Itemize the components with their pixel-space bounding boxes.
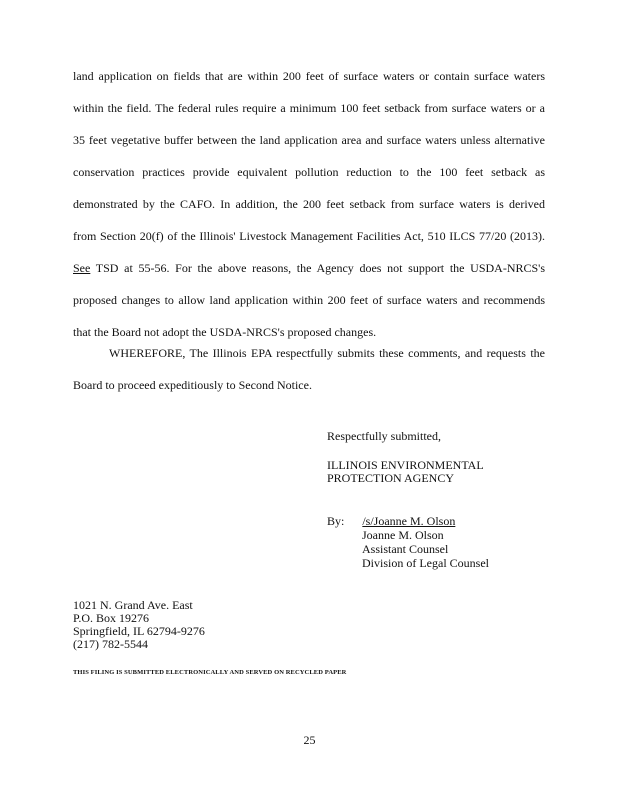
electronic-signature: /s/Joanne M. Olson: [362, 514, 456, 528]
paragraph-line-text: TSD at 55-56. For the above reasons, the Agency does not support the USDA-NRCS's: [95, 261, 545, 275]
by-label: By:: [327, 514, 345, 528]
body-paragraph-setback: [73, 70, 545, 339]
filing-notice: THIS FILING IS SUBMITTED ELECTRONICALLY AND SERVED ON RECYCLED PAPER: [73, 669, 347, 676]
paragraph-line: that the Board not adopt the USDA-NRCS's proposed changes.: [73, 325, 377, 339]
signer-name: Joanne M. Olson: [362, 528, 444, 542]
see-citation: See: [73, 261, 91, 275]
paragraph-line: 35 feet vegetative buffer between the land application area and surface waters unless alternative: [73, 133, 545, 147]
mailing-address: [73, 599, 205, 651]
agency-name-line1: ILLINOIS ENVIRONMENTAL: [327, 458, 484, 472]
address-city: Springfield, IL 62794-9276: [73, 624, 205, 638]
agency-name-line2: PROTECTION AGENCY: [327, 471, 455, 485]
page-number: 25: [303, 733, 316, 747]
paragraph-line: demonstrated by the CAFO. In addition, the 200 feet setback from surface waters is derived: [73, 197, 545, 211]
signature-line: [327, 515, 471, 528]
address-po-box: P.O. Box 19276: [73, 611, 150, 625]
paragraph-line: within the field. The federal rules require a minimum 100 feet setback from surface waters or a: [73, 101, 545, 115]
signer-division: Division of Legal Counsel: [362, 556, 489, 570]
closing-text: Respectfully submitted,: [327, 429, 441, 443]
address-phone: (217) 782-5544: [73, 637, 148, 651]
paragraph-line: land application on fields that are within 200 feet of surface waters or contain surface waters: [73, 69, 545, 83]
paragraph-line: proposed changes to allow land application within 200 feet of surface waters and recommends: [73, 293, 545, 307]
paragraph-line-with-citation: [73, 262, 545, 275]
address-street: 1021 N. Grand Ave. East: [73, 598, 193, 612]
body-paragraph-wherefore: [73, 347, 545, 392]
paragraph-line: from Section 20(f) of the Illinois' Livestock Management Facilities Act, 510 ILCS 77/20 (2013).: [73, 229, 545, 243]
paragraph-line: WHEREFORE, The Illinois EPA respectfully submits these comments, and requests the: [109, 346, 545, 360]
paragraph-line: Board to proceed expeditiously to Second Notice.: [73, 378, 312, 392]
paragraph-line: conservation practices provide equivalent pollution reduction to the 100 feet setback as: [73, 165, 545, 179]
signer-title: Assistant Counsel: [362, 542, 449, 556]
